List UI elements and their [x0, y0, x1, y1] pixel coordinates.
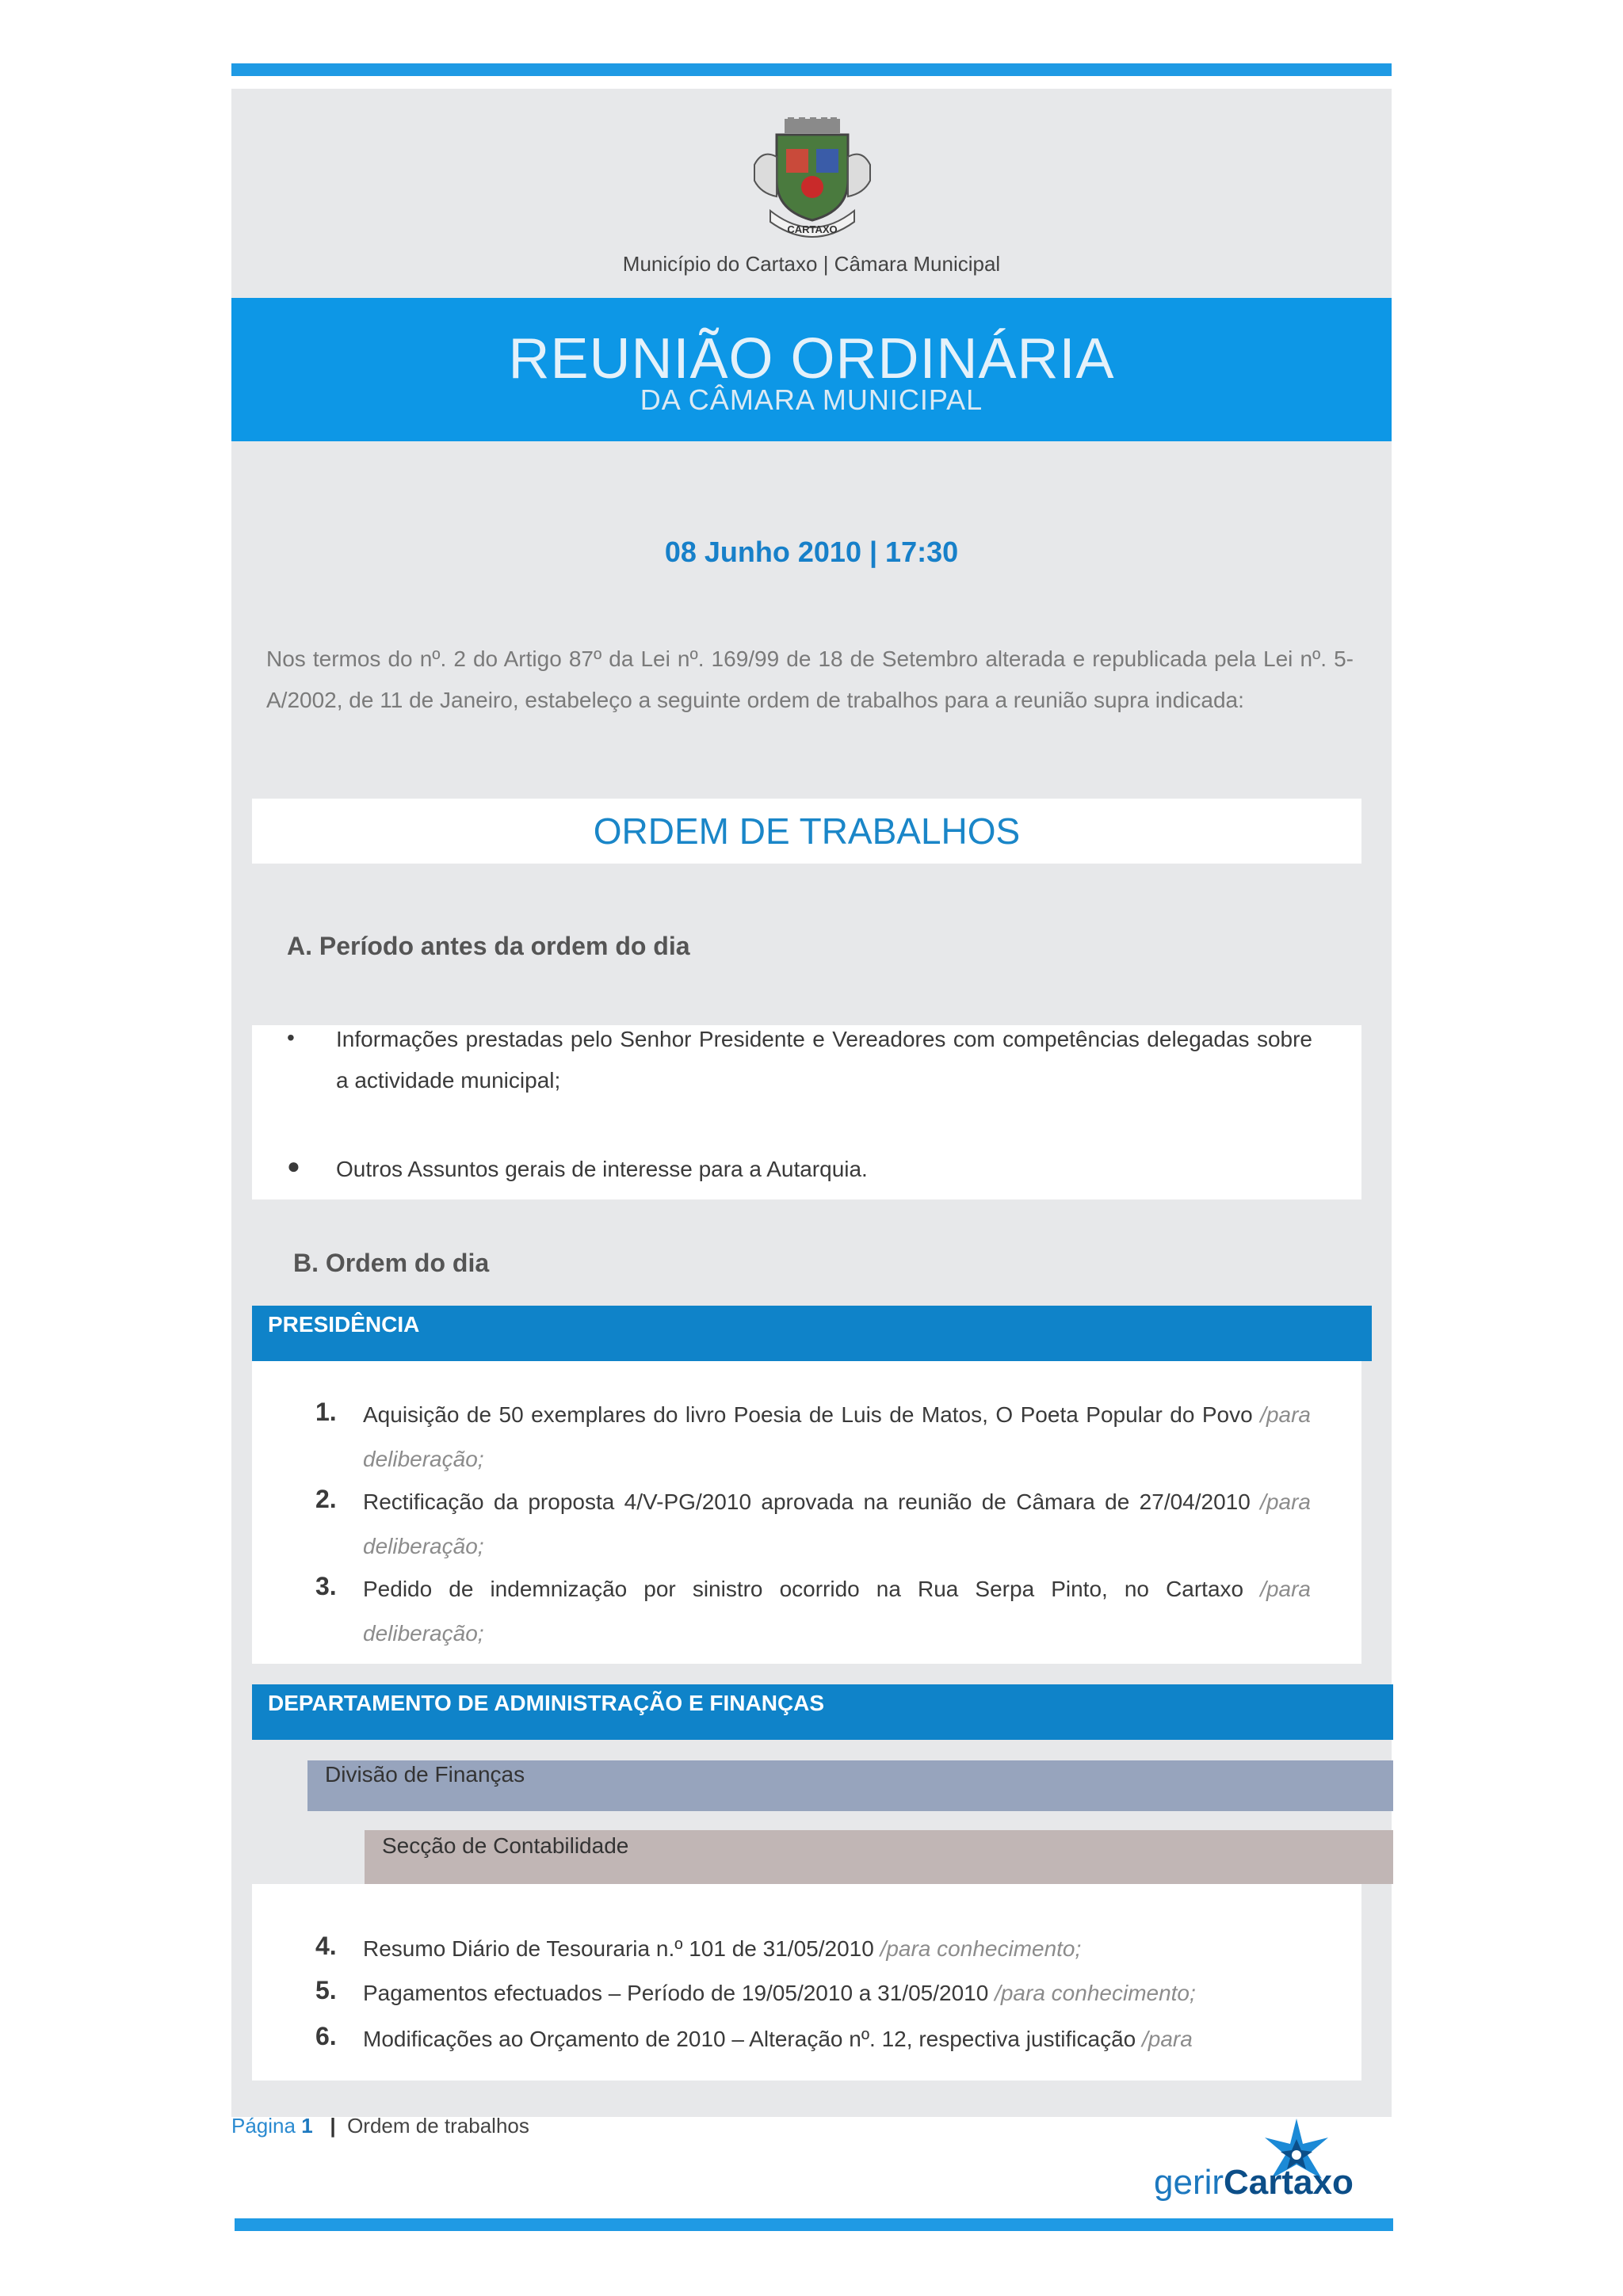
logo-bold-text: Cartaxo: [1224, 2163, 1354, 2202]
agenda-item: Pedido de indemnização por sinistro ocorrido na Rua Serpa Pinto, no Cartaxo /para deliberação;: [363, 1577, 1311, 1646]
item-number: 6.: [315, 2022, 337, 2050]
footer-page-number: 1: [301, 2114, 313, 2138]
gerir-cartaxo-logo: [1154, 2163, 1354, 2203]
crest-label: CARTAXO: [787, 223, 838, 235]
section-a-bullet: Informações prestadas pelo Senhor Presidente e Vereadores com competências delegadas sobre a actividade municipal;: [336, 1027, 1312, 1093]
item-tag: /para: [1142, 2027, 1193, 2051]
daf-label: DEPARTAMENTO DE ADMINISTRAÇÃO E FINANÇAS: [268, 1691, 825, 1715]
banner-title: REUNIÃO ORDINÁRIA: [508, 327, 1115, 391]
section-a-heading: A. Período antes da ordem do dia: [287, 932, 690, 960]
municipal-crest-icon: [747, 117, 878, 241]
item-tag: /para deliberação;: [363, 1489, 1311, 1558]
agenda-item: Pagamentos efectuados – Período de 19/05/2010 a 31/05/2010 /para conhecimento;: [363, 1981, 1196, 2005]
bottom-accent-bar: [235, 2218, 1393, 2231]
footer-separator: |: [330, 2114, 336, 2138]
presidencia-label: PRESIDÊNCIA: [268, 1312, 420, 1337]
item-tag: /para deliberação;: [363, 1402, 1311, 1471]
agenda-title: ORDEM DE TRABALHOS: [593, 810, 1021, 852]
municipality-name: Município do Cartaxo | Câmara Municipal: [622, 252, 1001, 276]
item-tag: /para conhecimento;: [880, 1936, 1082, 1961]
footer-page-label: Página: [231, 2114, 296, 2138]
item-tag: /para conhecimento;: [995, 1981, 1196, 2005]
bullet-icon: ●: [287, 1154, 300, 1178]
item-number: 3.: [315, 1572, 337, 1600]
meeting-datetime: 08 Junho 2010 | 17:30: [664, 536, 959, 568]
agenda-item: Rectificação da proposta 4/V-PG/2010 aprovada na reunião de Câmara de 27/04/2010 /para deliberação;: [363, 1489, 1311, 1558]
footer-page-info: [231, 2114, 529, 2138]
footer-doc-title: Ordem de trabalhos: [347, 2114, 529, 2138]
section-a-bullet: Outros Assuntos gerais de interesse para a Autarquia.: [336, 1157, 868, 1181]
top-accent-bar: [231, 63, 1392, 76]
item-number: 5.: [315, 1976, 337, 2004]
item-tag: /para deliberação;: [363, 1577, 1311, 1646]
logo-light-text: gerir: [1154, 2163, 1224, 2202]
banner-subtitle: DA CÂMARA MUNICIPAL: [640, 383, 983, 416]
presidencia-bar: [252, 1306, 1372, 1361]
subsection-label: Secção de Contabilidade: [382, 1833, 629, 1858]
agenda-item: Aquisição de 50 exemplares do livro Poesia de Luis de Matos, O Poeta Popular do Povo /para deliberação;: [363, 1402, 1311, 1471]
item-number: 1.: [315, 1398, 337, 1426]
division-label: Divisão de Finanças: [325, 1762, 525, 1787]
item-number: 4.: [315, 1932, 337, 1960]
item-number: 2.: [315, 1485, 337, 1513]
intro-paragraph: Nos termos do nº. 2 do Artigo 87º da Lei nº. 169/99 de 18 de Setembro alterada e republicada pela Lei nº. 5-A/2002, de 11 de Janeiro, estabeleço a seguinte ordem de trabalhos para a reunião supra indicada:: [266, 646, 1354, 712]
section-b-heading: B. Ordem do dia: [293, 1249, 490, 1277]
agenda-item: Modificações ao Orçamento de 2010 – Alteração nº. 12, respectiva justificação /para: [363, 2027, 1193, 2051]
agenda-item: Resumo Diário de Tesouraria n.º 101 de 31/05/2010 /para conhecimento;: [363, 1936, 1082, 1961]
bullet-icon: •: [287, 1025, 295, 1050]
title-banner: [231, 298, 1392, 441]
